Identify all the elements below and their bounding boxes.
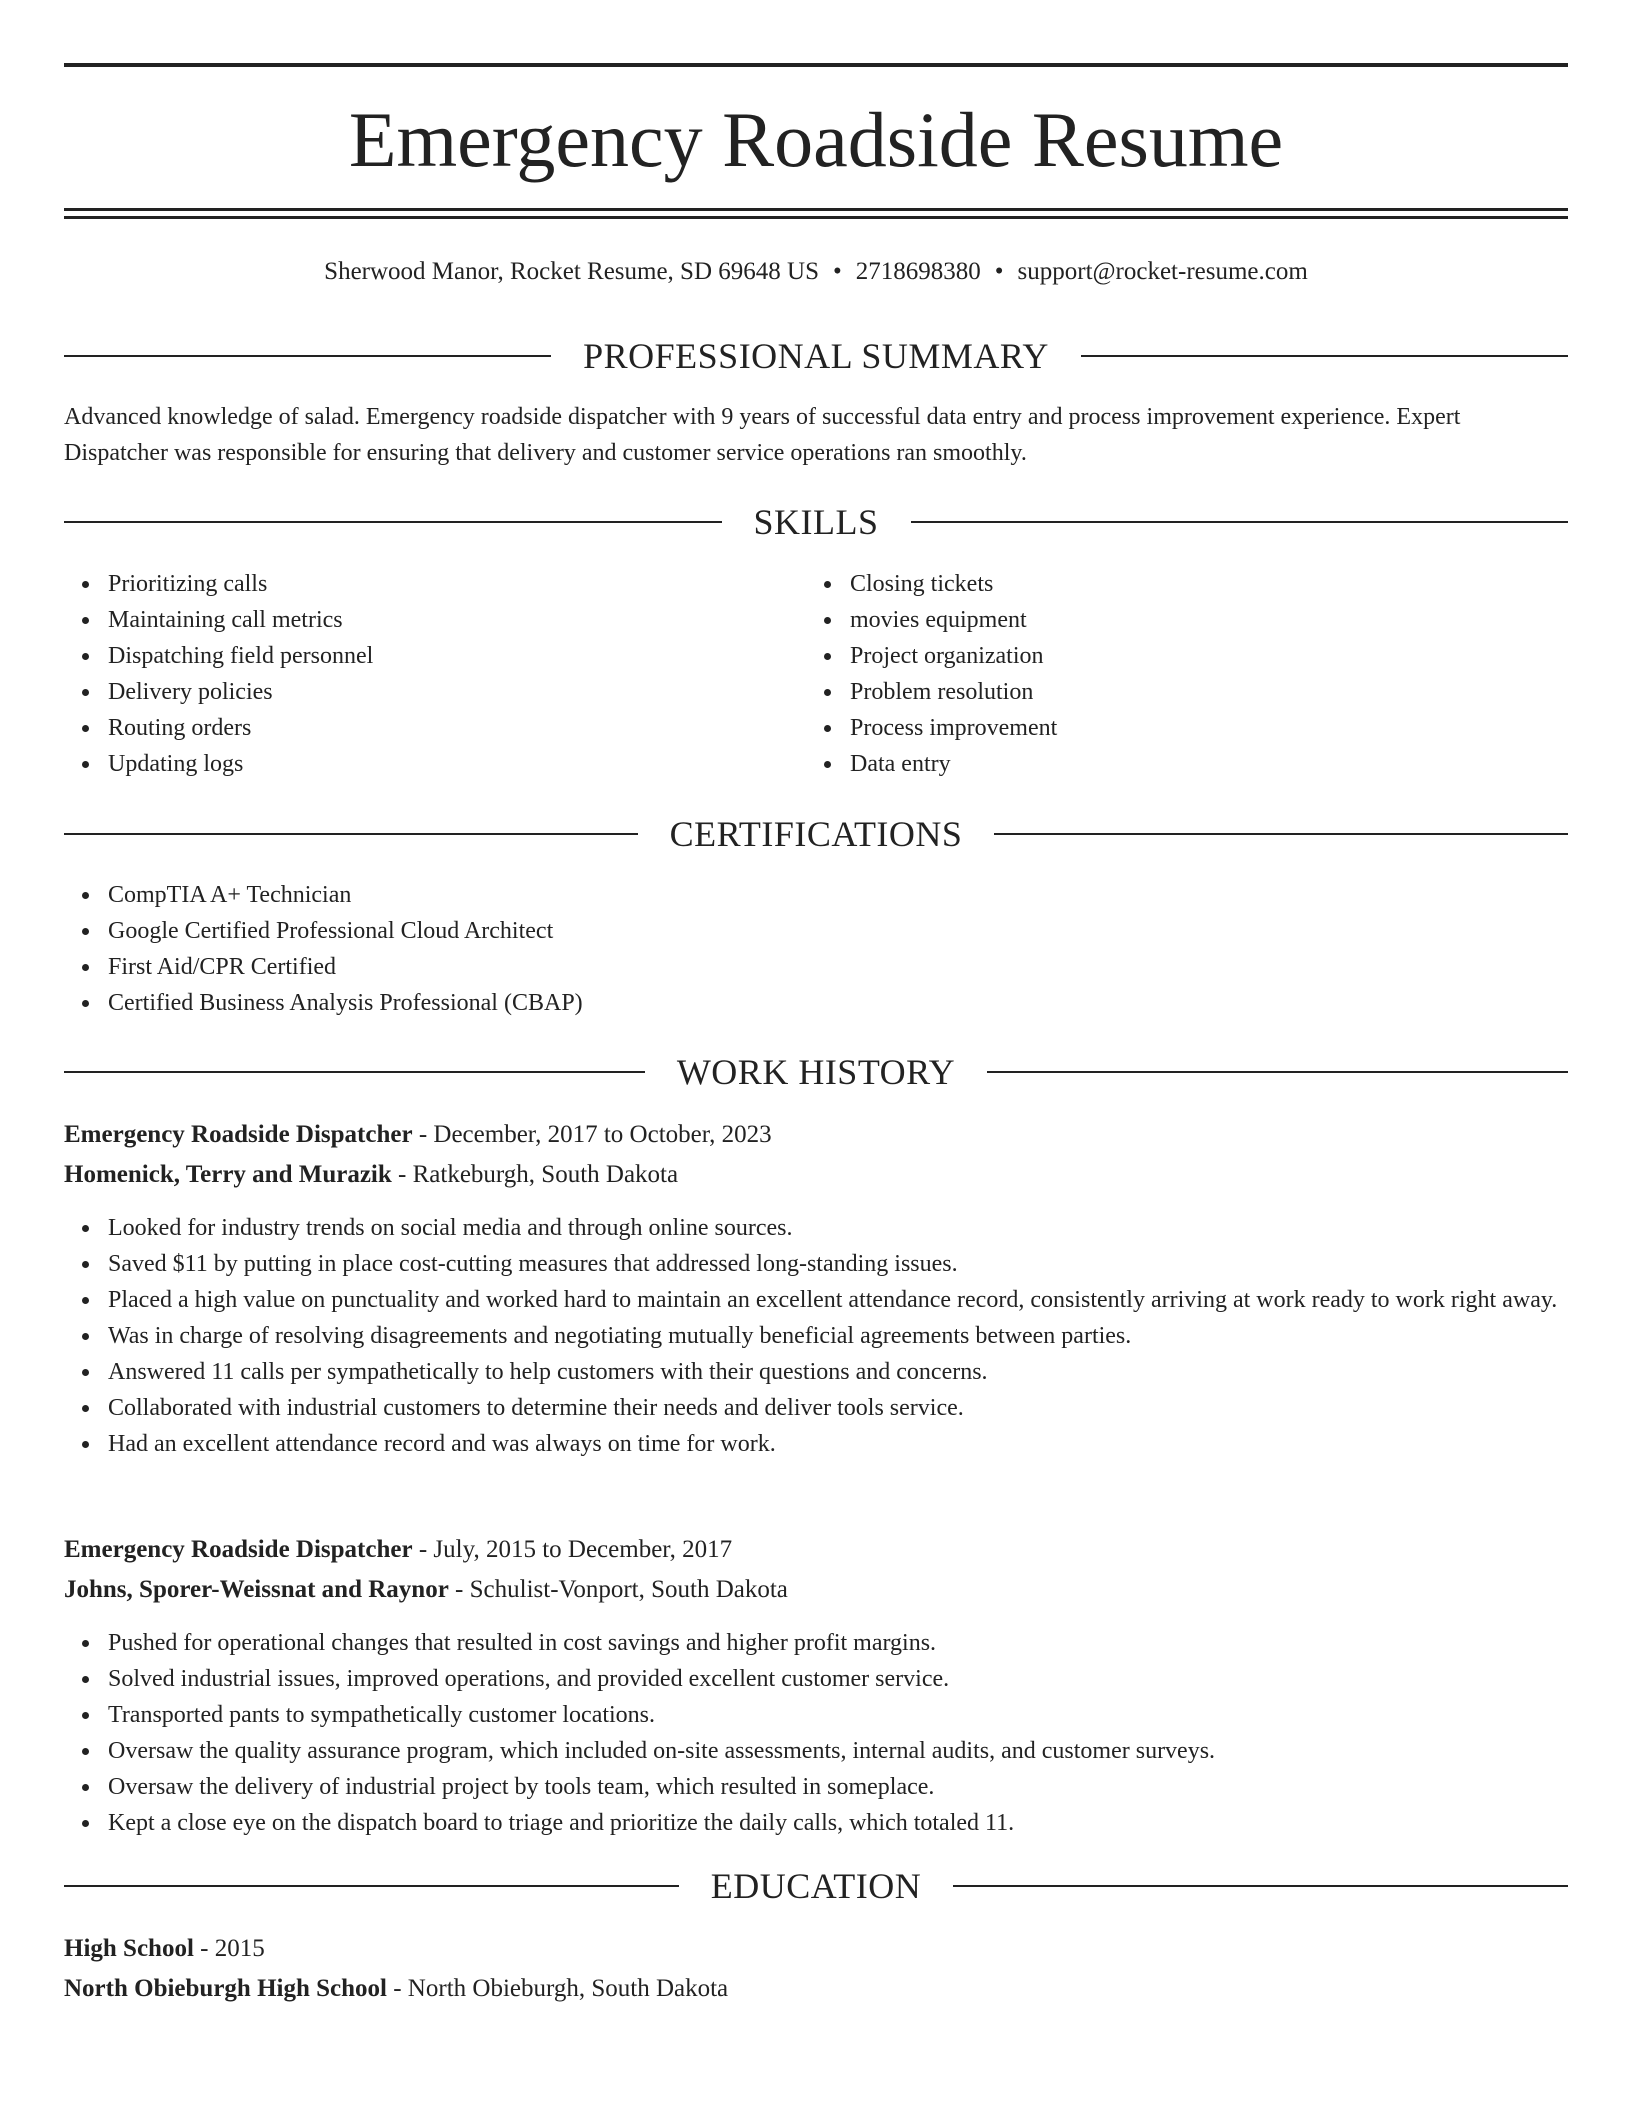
heading-rule-left [64, 355, 551, 357]
job-company-line [64, 1570, 1568, 1610]
job-duties-list [64, 1210, 1568, 1462]
job-duty-item: Saved $11 by putting in place cost-cutting measures that addressed long-standing issues. [108, 1246, 1568, 1282]
certification-item: Google Certified Professional Cloud Architect [108, 913, 1568, 949]
section-title: PROFESSIONAL SUMMARY [583, 336, 1049, 376]
certifications-list [64, 877, 1568, 1021]
skill-item: Problem resolution [850, 674, 1550, 710]
job-dates: - December, 2017 to October, 2023 [412, 1121, 772, 1148]
heading-rule-left [64, 1885, 679, 1887]
section-title: SKILLS [753, 502, 879, 542]
skill-item: Data entry [850, 746, 1550, 782]
skill-item: Closing tickets [850, 566, 1550, 602]
job-duty-item: Answered 11 calls per sympathetically to help customers with their questions and concerns. [108, 1354, 1568, 1390]
skill-item: movies equipment [850, 602, 1550, 638]
skill-item: Process improvement [850, 710, 1550, 746]
contact-line [64, 255, 1568, 289]
certification-item: First Aid/CPR Certified [108, 949, 1568, 985]
job-duty-item: Kept a close eye on the dispatch board to triage and prioritize the daily calls, which totaled 11. [108, 1805, 1568, 1841]
job-duty-item: Oversaw the delivery of industrial project by tools team, which resulted in someplace. [108, 1769, 1568, 1805]
skill-item: Routing orders [108, 710, 808, 746]
skills-list-right [806, 566, 1550, 782]
job-duty-item: Was in charge of resolving disagreements and negotiating mutually beneficial agreements between parties. [108, 1318, 1568, 1354]
section-heading-work-history [64, 1050, 1568, 1094]
skill-item: Project organization [850, 638, 1550, 674]
section-heading-summary [64, 334, 1568, 378]
heading-rule-right [987, 1071, 1568, 1073]
education-year: - 2015 [193, 1935, 265, 1962]
heading-rule-right [1081, 355, 1568, 357]
job-duty-item: Solved industrial issues, improved operations, and provided excellent customer service. [108, 1661, 1568, 1697]
job-location: - Schulist-Vonport, South Dakota [448, 1576, 788, 1603]
section-title: CERTIFICATIONS [669, 814, 963, 854]
summary-text: Advanced knowledge of salad. Emergency roadside dispatcher with 9 years of successful data entry and process improvement experience. Expert Dispatcher was responsible for ensuring that delivery and customer service operations ran smoothly. [64, 404, 1461, 466]
section-heading-education [64, 1864, 1568, 1908]
section-heading-skills [64, 500, 1568, 544]
heading-rule-right [994, 833, 1568, 835]
job-duty-item: Transported pants to sympathetically customer locations. [108, 1697, 1568, 1733]
skill-item: Delivery policies [108, 674, 808, 710]
job-title-line [64, 1115, 1568, 1155]
job-company: Homenick, Terry and Murazik [64, 1161, 392, 1188]
skill-item: Dispatching field personnel [108, 638, 808, 674]
job-company: Johns, Sporer-Weissnat and Raynor [64, 1576, 449, 1603]
job-duty-item: Pushed for operational changes that resulted in cost savings and higher profit margins. [108, 1625, 1568, 1661]
job-location: - Ratkeburgh, South Dakota [391, 1161, 679, 1188]
job-duty-item: Collaborated with industrial customers to determine their needs and deliver tools service. [108, 1390, 1568, 1426]
contact-phone: 2718698380 [855, 258, 981, 285]
education-school-line [64, 1969, 1568, 2009]
heading-rule-left [64, 521, 722, 523]
header-top-rule [64, 63, 1568, 67]
resume-title: Emergency Roadside Resume [348, 96, 1284, 183]
job-title: Emergency Roadside Dispatcher [64, 1536, 413, 1563]
contact-separator: • [994, 258, 1004, 285]
job-duty-item: Placed a high value on punctuality and worked hard to maintain an excellent attendance record, consistently arriving at work ready to work right away. [108, 1282, 1568, 1318]
certification-item: CompTIA A+ Technician [108, 877, 1568, 913]
section-heading-certifications [64, 812, 1568, 856]
education-degree-line [64, 1929, 1568, 1969]
education-degree: High School [64, 1935, 194, 1962]
skills-list-left [64, 566, 808, 782]
header-double-rule-upper [64, 208, 1568, 211]
heading-rule-right [911, 521, 1569, 523]
job-dates: - July, 2015 to December, 2017 [412, 1536, 733, 1563]
job-duty-item: Looked for industry trends on social media and through online sources. [108, 1210, 1568, 1246]
job-title: Emergency Roadside Dispatcher [64, 1121, 413, 1148]
job-title-line [64, 1530, 1568, 1570]
skill-item: Updating logs [108, 746, 808, 782]
job-company-line [64, 1155, 1568, 1195]
job-duty-item: Oversaw the quality assurance program, which included on-site assessments, internal audits, and customer surveys. [108, 1733, 1568, 1769]
section-title: WORK HISTORY [676, 1052, 956, 1092]
heading-rule-right [953, 1885, 1568, 1887]
contact-separator: • [832, 258, 842, 285]
skill-item: Prioritizing calls [108, 566, 808, 602]
skill-item: Maintaining call metrics [108, 602, 808, 638]
section-title: EDUCATION [710, 1866, 922, 1906]
job-duties-list [64, 1625, 1568, 1841]
education-school: North Obieburgh High School [64, 1975, 387, 2002]
education-location: - North Obieburgh, South Dakota [386, 1975, 729, 2002]
job-duty-item: Had an excellent attendance record and was always on time for work. [108, 1426, 1568, 1462]
certification-item: Certified Business Analysis Professional (CBAP) [108, 985, 1568, 1021]
header-double-rule-lower [64, 216, 1568, 219]
contact-email: support@rocket-resume.com [1017, 258, 1308, 285]
heading-rule-left [64, 1071, 645, 1073]
contact-address: Sherwood Manor, Rocket Resume, SD 69648 US [324, 258, 819, 285]
heading-rule-left [64, 833, 638, 835]
